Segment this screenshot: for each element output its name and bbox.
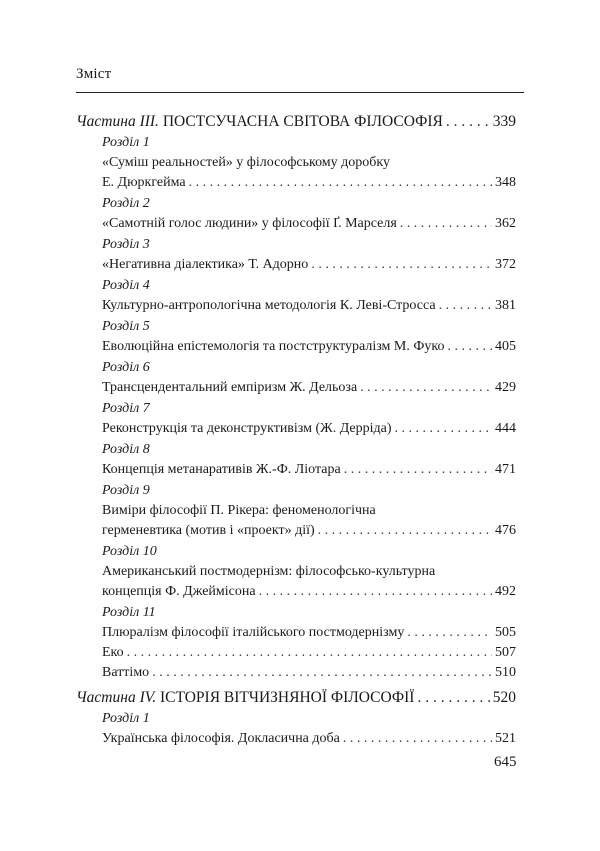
leader-dots — [439, 296, 492, 316]
page-ref: 520 — [492, 689, 516, 706]
leader-dots — [127, 643, 492, 663]
page-ref: 405 — [495, 339, 516, 354]
section-label: Розділ 4 — [102, 278, 150, 293]
leader-dots — [448, 337, 492, 357]
section-title-line: Реконструкція та деконструктивізм (Ж. Дерріда) — [102, 421, 392, 436]
section-label: Розділ 5 — [102, 319, 150, 334]
leader-dots — [360, 378, 492, 398]
section-label: Розділ 6 — [102, 360, 150, 375]
part-number: Частина III. — [76, 113, 159, 130]
page-ref: 372 — [495, 257, 516, 272]
table-of-contents — [76, 111, 516, 749]
leader-dots — [152, 663, 492, 683]
toc-section[interactable] — [76, 317, 516, 357]
section-label: Розділ 1 — [102, 135, 150, 150]
toc-section[interactable] — [76, 603, 516, 643]
page-ref: 429 — [495, 380, 516, 395]
leader-dots — [344, 460, 492, 480]
part-number: Частина IV. — [76, 689, 157, 706]
section-label: Розділ 8 — [102, 442, 150, 457]
page-ref: 521 — [495, 731, 516, 746]
toc-section[interactable] — [76, 194, 516, 234]
section-title-line: «Самотній голос людини» у філософії Ґ. Марселя — [102, 216, 397, 231]
page-ref: 348 — [495, 175, 516, 190]
section-title-line: «Негативна діалектика» Т. Адорно — [102, 257, 309, 272]
section-title-line: Культурно-антропологічна методологія К. Леві-Стросса — [102, 298, 436, 313]
leader-dots — [395, 419, 492, 439]
toc-section[interactable] — [76, 276, 516, 316]
section-label: Розділ 3 — [102, 237, 150, 252]
section-label: Розділ 10 — [102, 544, 157, 559]
page-ref: 505 — [495, 625, 516, 640]
page-ref: 510 — [495, 665, 516, 680]
toc-section[interactable] — [76, 133, 516, 193]
section-title-line: герменевтика (мотив і «проект» дії) — [102, 523, 315, 538]
section-title-line: Трансцендентальний емпіризм Ж. Дельоза — [102, 380, 358, 395]
toc-part-3[interactable] — [76, 111, 516, 132]
section-title-line: Українська філософія. Докласична доба — [102, 731, 340, 746]
page-ref: 362 — [495, 216, 516, 231]
section-label: Розділ 1 — [102, 711, 150, 726]
section-title-line: Еволюційна епістемологія та постструктуралізм М. Фуко — [102, 339, 445, 354]
page-number: 645 — [494, 754, 517, 770]
toc-section[interactable] — [76, 399, 516, 439]
toc-part-4[interactable] — [76, 687, 516, 708]
toc-subentry[interactable] — [102, 643, 516, 663]
page-ref: 492 — [495, 584, 516, 599]
section-title-line: Е. Дюркгейма — [102, 175, 186, 190]
page-ref: 471 — [495, 462, 516, 477]
toc-section[interactable] — [76, 235, 516, 275]
toc-section[interactable] — [76, 709, 516, 749]
leader-dots — [318, 521, 492, 541]
section-title-line: Американський постмодернізм: філософсько-культурна — [102, 564, 436, 579]
subentry-title: Ваттімо — [102, 665, 150, 680]
page-ref: 476 — [495, 523, 516, 538]
leader-dots — [417, 687, 489, 708]
section-title-line: «Суміш реальностей» у філософському доробку — [102, 155, 391, 170]
section-label: Розділ 2 — [102, 196, 150, 211]
running-header: Зміст — [76, 66, 112, 82]
subentry-title: Еко — [102, 645, 124, 660]
page-ref: 507 — [495, 645, 516, 660]
page-ref: 381 — [495, 298, 516, 313]
toc-section[interactable] — [76, 440, 516, 480]
page-ref: 339 — [492, 113, 516, 130]
leader-dots — [407, 623, 492, 643]
section-title-line: Концепція метанаративів Ж.-Ф. Ліотара — [102, 462, 341, 477]
toc-section[interactable] — [76, 358, 516, 398]
leader-dots — [343, 729, 492, 749]
leader-dots — [400, 214, 492, 234]
toc-section[interactable] — [76, 542, 516, 602]
toc-subentry[interactable] — [102, 663, 516, 683]
section-title-line: концепція Ф. Джеймісона — [102, 584, 256, 599]
part-title: ІСТОРІЯ ВІТЧИЗНЯНОЇ ФІЛОСОФІЇ — [159, 689, 415, 706]
section-title-line: Виміри філософії П. Рікера: феноменологічна — [102, 503, 376, 518]
toc-section[interactable] — [76, 481, 516, 541]
leader-dots — [311, 255, 492, 275]
section-label: Розділ 11 — [102, 605, 156, 620]
leader-dots — [189, 173, 492, 193]
section-title-line: Плюралізм філософії італійського постмодернізму — [102, 625, 405, 640]
leader-dots — [259, 582, 492, 602]
page-ref: 444 — [495, 421, 516, 436]
section-label: Розділ 9 — [102, 483, 150, 498]
header-rule — [76, 92, 524, 93]
leader-dots — [446, 111, 490, 132]
part-title: ПОСТСУЧАСНА СВІТОВА ФІЛОСОФІЯ — [162, 113, 443, 130]
section-label: Розділ 7 — [102, 401, 150, 416]
